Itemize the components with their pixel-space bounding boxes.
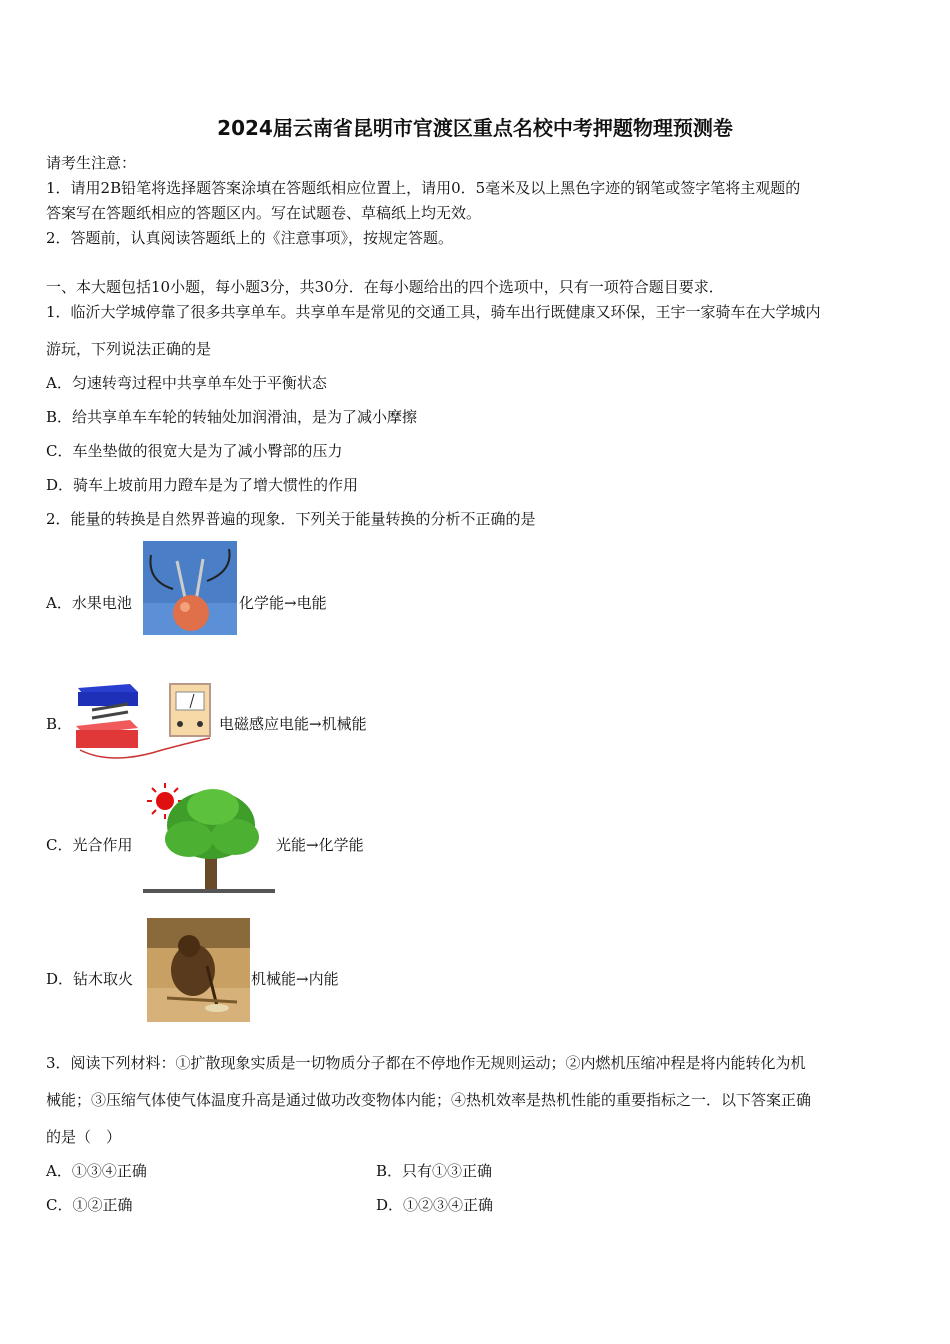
q2-option-b-text: 电磁感应电能→机械能 xyxy=(219,715,367,733)
notice-heading: 请考生注意： xyxy=(46,154,137,172)
q2-option-b-label: B． xyxy=(46,715,73,733)
notice-line-1a: 1．请用2B铅笔将选择题答案涂填在答题纸相应位置上，请用0．5毫米及以上黑色字迹的钢笔或签字笔将主观题的 xyxy=(46,179,801,197)
photosynthesis-tree-image xyxy=(143,781,275,894)
q2-option-d-text: 机械能→内能 xyxy=(251,970,339,988)
q3-option-b: B．只有①③正确 xyxy=(376,1162,493,1180)
notice-line-1b: 答案写在答题纸相应的答题区内。写在试题卷、草稿纸上均无效。 xyxy=(46,204,482,222)
q3-option-d: D．①②③④正确 xyxy=(376,1196,494,1214)
q2-option-d-label: D．钻木取火 xyxy=(46,970,134,988)
q1-option-a: A．匀速转弯过程中共享单车处于平衡状态 xyxy=(46,374,327,392)
q3-option-c: C．①②正确 xyxy=(46,1196,133,1214)
fruit-battery-image xyxy=(143,541,237,635)
q2-option-c-text: 光能→化学能 xyxy=(276,836,364,854)
electromagnetic-induction-image xyxy=(72,680,216,768)
page-title: 2024届云南省昆明市官渡区重点名校中考押题物理预测卷 xyxy=(217,116,733,140)
drilling-wood-fire-image xyxy=(147,918,250,1022)
q1-option-d: D．骑车上坡前用力蹬车是为了增大惯性的作用 xyxy=(46,476,359,494)
q2-option-a-text: 化学能→电能 xyxy=(239,594,327,612)
notice-line-2: 2．答题前，认真阅读答题纸上的《注意事项》，按规定答题。 xyxy=(46,229,454,247)
q1-option-c: C．车坐垫做的很宽大是为了减小臀部的压力 xyxy=(46,442,343,460)
q3-stem-a: 3．阅读下列材料：①扩散现象实质是一切物质分子都在不停地作无规则运动；②内燃机压缩冲程是将内能转化为机 xyxy=(46,1054,806,1072)
q2-option-a-label: A．水果电池 xyxy=(46,594,132,612)
q2-option-c-label: C．光合作用 xyxy=(46,836,133,854)
section-heading: 一、本大题包括10小题，每小题3分，共30分．在每小题给出的四个选项中，只有一项符合题目要求． xyxy=(46,278,724,296)
q3-stem-c: 的是（ ） xyxy=(46,1128,122,1146)
q3-stem-b: 械能；③压缩气体使气体温度升高是通过做功改变物体内能；④热机效率是热机性能的重要指标之一．以下答案正确 xyxy=(46,1091,812,1109)
q1-stem-b: 游玩，下列说法正确的是 xyxy=(46,340,212,358)
q1-option-b: B．给共享单车车轮的转轴处加润滑油，是为了减小摩擦 xyxy=(46,408,418,426)
q1-stem-a: 1．临沂大学城停靠了很多共享单车。共享单车是常见的交通工具，骑车出行既健康又环保，王宇一家骑车在大学城内 xyxy=(46,303,821,321)
q3-option-a: A．①③④正确 xyxy=(46,1162,147,1180)
q2-stem: 2．能量的转换是自然界普遍的现象．下列关于能量转换的分析不正确的是 xyxy=(46,510,536,528)
